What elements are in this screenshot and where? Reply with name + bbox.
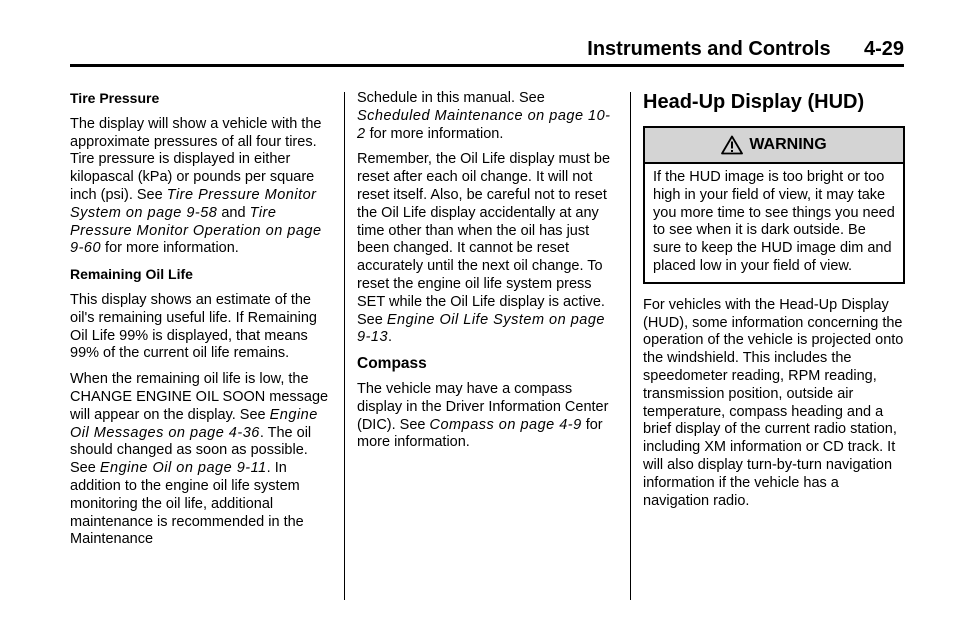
oil-low-paragraph — [70, 371, 334, 549]
hud-paragraph: For vehicles with the Head-Up Display (HUD), some information concerning the operation of the vehicle is projected onto the windshield. This includes the speedometer reading, RPM reading, transmission position, outside air temperature, compass heading and a brief display of the current radio station, including XM information or CD track. It will also display turn-by-turn navigation information if the vehicle has a navigation radio. — [643, 296, 904, 509]
section-title: Instruments and Controls — [587, 38, 831, 60]
column-1 — [70, 90, 334, 557]
text-run: . — [388, 329, 393, 346]
text-run: Remember, the Oil Life display must be reset after each oil change. It will not reset itself. Also, be careful not to reset the Oil Life display accidentally at any time other than when the oil has just been changed. It cannot be reset accurately until the next oil change. To reset the engine oil life system press SET while the Oil Life display is active. See — [357, 151, 611, 328]
warning-header — [645, 128, 903, 164]
cross-reference-link: Engine Oil on page 9-11 — [99, 460, 267, 477]
text-run: for more information. — [365, 125, 504, 142]
compass-heading: Compass — [357, 355, 427, 373]
cross-reference-link: Engine Oil Messages on page 4-36 — [70, 406, 318, 441]
header-rule — [70, 64, 904, 67]
text-run: . The oil should changed as soon as possible. See — [70, 424, 312, 477]
oil-life-paragraph: This display shows an estimate of the oil's remaining useful life. If Remaining Oil Life 99% is displayed, that means 99% of the current oil life remains. — [70, 291, 317, 362]
column-divider-2 — [630, 92, 631, 600]
text-run: for more information. — [101, 240, 239, 257]
cross-reference-link: Tire Pressure Monitor System on page 9-58 — [70, 186, 317, 221]
cross-reference-link: Compass on page 4-9 — [429, 416, 582, 433]
text-run: The vehicle may have a compass display in the Driver Information Center (DIC). See — [357, 380, 609, 433]
warning-box — [643, 126, 905, 284]
compass-paragraph — [357, 381, 619, 452]
cross-reference-link: Scheduled Maintenance on page 10-2 — [357, 107, 611, 142]
cross-reference-link: Engine Oil Life System on page 9-13 — [357, 311, 605, 346]
running-header — [587, 38, 904, 61]
tire-pressure-heading: Tire Pressure — [70, 90, 160, 106]
warning-label: WARNING — [749, 136, 827, 154]
page-number: 4-29 — [863, 38, 904, 60]
cross-reference-link: Tire Pressure Monitor Operation on page 9-60 — [70, 204, 322, 257]
text-run: Schedule in this manual. See — [357, 90, 545, 106]
schedule-paragraph — [357, 90, 619, 143]
reset-paragraph — [357, 151, 619, 347]
tire-pressure-paragraph — [70, 116, 334, 258]
column-3 — [643, 90, 905, 518]
warning-triangle-icon — [721, 135, 743, 155]
text-run: and — [217, 204, 250, 221]
hud-heading: Head-Up Display (HUD) — [643, 91, 865, 113]
column-2 — [357, 90, 619, 460]
text-run: . In addition to the engine oil life system monitoring the oil life, additional maintenance is recommended in the Maintenance — [70, 460, 304, 548]
text-run: When the remaining oil life is low, the CHANGE ENGINE OIL SOON message will appear on the display. See — [70, 371, 329, 423]
column-divider-1 — [344, 92, 345, 600]
remaining-oil-life-heading: Remaining Oil Life — [70, 266, 193, 283]
text-run: The display will show a vehicle with the approximate pressures of all four tires. Tire pressure is displayed in either kilopascal (kPa) or pounds per square inch (psi). See — [70, 115, 322, 203]
warning-text: If the HUD image is too bright or too high in your field of view, it may take you more time to see things you need to see when it is dark outside. Be sure to keep the HUD image dim and placed low in your field of view. — [653, 169, 895, 274]
text-run: for more information. — [357, 416, 603, 451]
